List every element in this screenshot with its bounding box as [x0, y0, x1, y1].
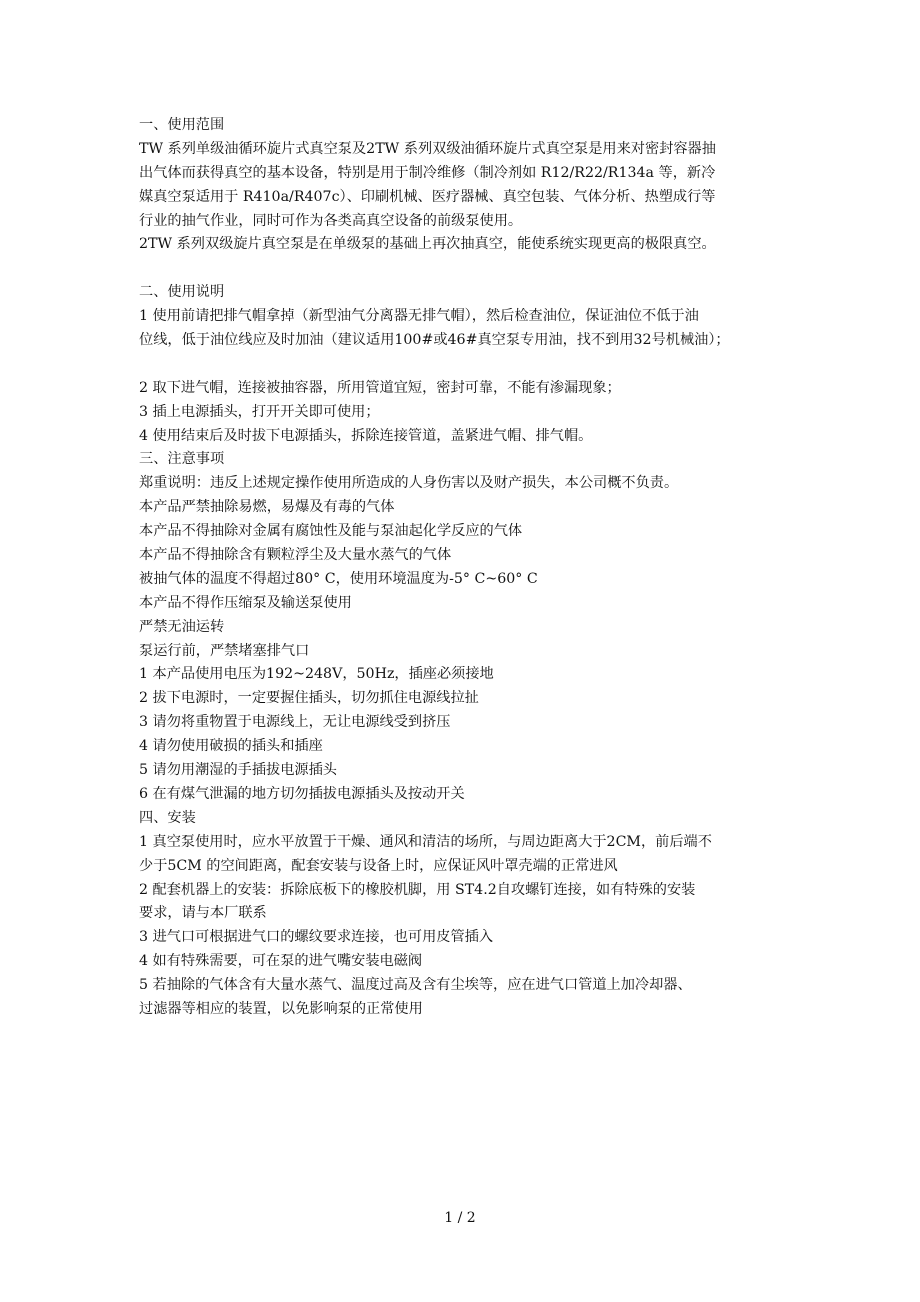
page-number: 1 / 2 [444, 1210, 476, 1226]
paragraph-line: 6 在有煤气泄漏的地方切勿插拔电源插头及按动开关 [139, 785, 465, 802]
paragraph-line: 4 如有特殊需要，可在泵的进气嘴安装电磁阀 [139, 953, 423, 970]
paragraph-line: 被抽气体的温度不得超过80° C，使用环境温度为-5° C~60° C [139, 570, 538, 587]
paragraph-line: TW 系列单级油循环旋片式真空泵及2TW 系列双级油循环旋片式真空泵是用来对密封容器抽 [139, 140, 716, 157]
spacer [139, 257, 789, 281]
paragraph-line: 3 进气口可根据进气口的螺纹要求连接，也可用皮管插入 [139, 929, 494, 946]
paragraph-line: 少于5CM 的空间距离，配套安装与设备上时，应保证风叶罩壳端的正常进风 [139, 857, 618, 874]
paragraph-line: 3 请勿将重物置于电源线上，无让电源线受到挤压 [139, 714, 451, 731]
paragraph-line: 1 真空泵使用时，应水平放置于干燥、通风和清洁的场所，与周边距离大于2CM，前后端不 [139, 833, 712, 850]
section-heading-precautions: 三、注意事项 [139, 451, 225, 468]
paragraph-line: 2 拔下电源时，一定要握住插头，切勿抓住电源线拉扯 [139, 690, 479, 707]
section-heading-instructions: 二、使用说明 [139, 284, 225, 301]
paragraph-line: 4 请勿使用破损的插头和插座 [139, 738, 323, 755]
paragraph-line: 1 使用前请把排气帽拿掉（新型油气分离器无排气帽），然后检查油位，保证油位不低于油 [139, 308, 699, 325]
paragraph-line: 本产品严禁抽除易燃，易爆及有毒的气体 [139, 499, 395, 516]
section-heading-installation: 四、安装 [139, 809, 196, 826]
paragraph-line: 过滤器等相应的装置，以免影响泵的正常使用 [139, 1000, 423, 1017]
spacer [139, 353, 789, 377]
paragraph-line: 5 若抽除的气体含有大量水蒸气、温度过高及含有尘埃等，应在进气口管道上加冷却器、 [139, 977, 692, 994]
paragraph-line: 出气体而获得真空的基本设备，特别是用于制冷维修（制冷剂如 R12/R22/R134a 等，新冷 [139, 164, 716, 181]
paragraph-line: 泵运行前，严禁堵塞排气口 [139, 642, 310, 659]
paragraph-line: 位线，低于油位线应及时加油（建议适用100#或46#真空泵专用油，找不到用32号机械油）； [139, 332, 730, 349]
paragraph-line: 本产品不得作压缩泵及输送泵使用 [139, 594, 352, 611]
paragraph-line: 4 使用结束后及时拔下电源插头，拆除连接管道，盖紧进气帽、排气帽。 [139, 427, 593, 444]
paragraph-line: 严禁无油运转 [139, 618, 225, 635]
paragraph-line: 行业的抽气作业，同时可作为各类高真空设备的前级泵使用。 [139, 212, 523, 229]
paragraph-line: 3 插上电源插头，打开开关即可使用； [139, 403, 380, 420]
paragraph-line: 本产品不得抽除对金属有腐蚀性及能与泵油起化学反应的气体 [139, 523, 523, 540]
section-heading-scope: 一、使用范围 [139, 117, 225, 133]
paragraph-line: 2 取下进气帽，连接被抽容器，所用管道宜短，密封可靠，不能有渗漏现象； [139, 379, 621, 396]
paragraph-line: 2 配套机器上的安装：拆除底板下的橡胶机脚，用 ST4.2自攻螺钉连接，如有特殊的安装 [139, 881, 696, 898]
paragraph-line: 5 请勿用潮湿的手插拔电源插头 [139, 762, 337, 779]
paragraph-line: 要求，请与本厂联系 [139, 905, 267, 922]
paragraph-line: 1 本产品使用电压为192~248V，50Hz，插座必须接地 [139, 666, 494, 683]
paragraph-line: 媒真空泵适用于 R410a/R407c）、印刷机械、医疗器械、真空包装、气体分析、热塑成行等 [139, 188, 716, 205]
paragraph-line: 2TW 系列双级旋片真空泵是在单级泵的基础上再次抽真空，能使系统实现更高的极限真空。 [139, 236, 716, 253]
paragraph-line: 本产品不得抽除含有颗粒浮尘及大量水蒸气的气体 [139, 547, 452, 564]
paragraph-line: 郑重说明：违反上述规定操作使用所造成的人身伤害以及财产损失，本公司概不负责。 [139, 475, 679, 492]
document-body [139, 114, 789, 1022]
